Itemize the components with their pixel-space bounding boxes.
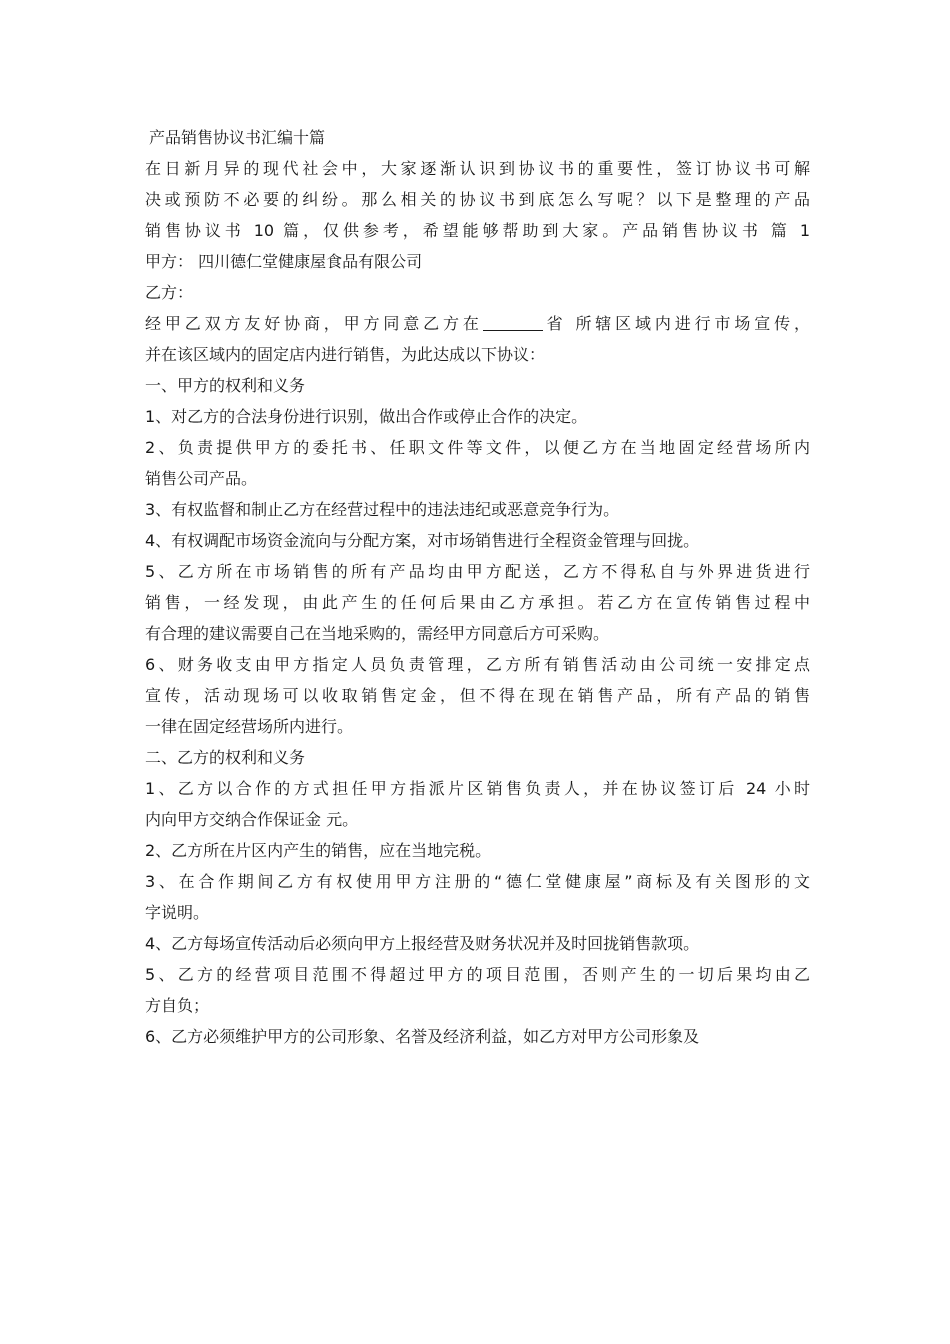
clause-item	[145, 525, 810, 556]
section-heading-party-b: 二、乙方的权利和义务	[145, 748, 306, 767]
clause-item	[145, 866, 810, 928]
clause-line: 5、乙方的经营项目范围不得超过甲方的项目范围，否则产生的一切后果均由乙	[145, 965, 810, 984]
document-body	[145, 122, 810, 1052]
clause-line: 1、乙方以合作的方式担任甲方指派片区销售负责人，并在协议签订后 24 小时	[145, 779, 810, 798]
clause-line: 一律在固定经营场所内进行。	[145, 717, 354, 736]
intro-paragraph	[145, 153, 810, 246]
clause-line: 5、乙方所在市场销售的所有产品均由甲方配送，乙方不得私自与外界进货进行	[145, 562, 810, 581]
clause-item	[145, 432, 810, 494]
clause-line: 宣传，活动现场可以收取销售定金，但不得在现在销售产品，所有产品的销售	[145, 686, 810, 705]
clause-item	[145, 959, 810, 1021]
clause-item	[145, 494, 810, 525]
clause-item	[145, 401, 810, 432]
clause-item	[145, 1021, 810, 1052]
clause-line: 销售，一经发现，由此产生的任何后果由乙方承担。若乙方在宣传销售过程中	[145, 593, 810, 612]
clause-item	[145, 835, 810, 866]
clause-line: 3、有权监督和制止乙方在经营过程中的违法违纪或恶意竞争行为。	[145, 500, 620, 519]
clause-line: 1、对乙方的合法身份进行识别，做出合作或停止合作的决定。	[145, 407, 588, 426]
intro-line: 决或预防不必要的纠纷。那么相关的协议书到底怎么写呢？以下是整理的产品	[145, 190, 810, 209]
clause-line: 3、在合作期间乙方有权使用甲方注册的“德仁堂健康屋”商标及有关图形的文	[145, 872, 810, 891]
section-party-b-items	[145, 773, 810, 1052]
clause-line: 有合理的建议需要自己在当地采购的，需经甲方同意后方可采购。	[145, 624, 610, 643]
party-a: 甲方： 四川德仁堂健康屋食品有限公司	[145, 252, 423, 271]
province-blank	[483, 314, 543, 331]
clause-line: 销售公司产品。	[145, 469, 258, 488]
clause-item	[145, 649, 810, 742]
clause-line: 4、有权调配市场资金流向与分配方案，对市场销售进行全程资金管理与回拢。	[145, 531, 700, 550]
clause-line: 方自负；	[145, 996, 210, 1015]
clause-line: 字说明。	[145, 903, 210, 922]
clause-line: 内向甲方交纳合作保证金 元。	[145, 810, 359, 829]
intro-line: 销售协议书 10 篇，仅供参考，希望能够帮助到大家。产品销售协议书 篇 1	[145, 221, 810, 240]
intro-line: 在日新月异的现代社会中，大家逐渐认识到协议书的重要性，签订协议书可解	[145, 159, 810, 178]
clause-line: 6、乙方必须维护甲方的公司形象、名誉及经济利益，如乙方对甲方公司形象及	[145, 1027, 700, 1046]
party-b: 乙方：	[145, 283, 194, 302]
section-party-a-items	[145, 401, 810, 742]
clause-item	[145, 773, 810, 835]
clause-item	[145, 928, 810, 959]
clause-line: 4、乙方每场宣传活动后必须向甲方上报经营及财务状况并及时回拢销售款项。	[145, 934, 700, 953]
agreement-pre: 经甲乙双方友好协商，甲方同意乙方在	[145, 314, 483, 333]
clause-line: 6、财务收支由甲方指定人员负责管理，乙方所有销售活动由公司统一安排定点	[145, 655, 810, 674]
clause-line: 2、乙方所在片区内产生的销售，应在当地完税。	[145, 841, 492, 860]
section-heading-party-a: 一、甲方的权利和义务	[145, 376, 306, 395]
clause-line: 2、负责提供甲方的委托书、任职文件等文件，以便乙方在当地固定经营场所内	[145, 438, 810, 457]
agreement-line-2: 并在该区域内的固定店内进行销售，为此达成以下协议：	[145, 345, 546, 364]
agreement-line	[145, 308, 810, 339]
document-title: 产品销售协议书汇编十篇	[149, 128, 326, 147]
clause-item	[145, 556, 810, 649]
agreement-post: 省 所辖区域内进行市场宣传，	[542, 314, 810, 333]
